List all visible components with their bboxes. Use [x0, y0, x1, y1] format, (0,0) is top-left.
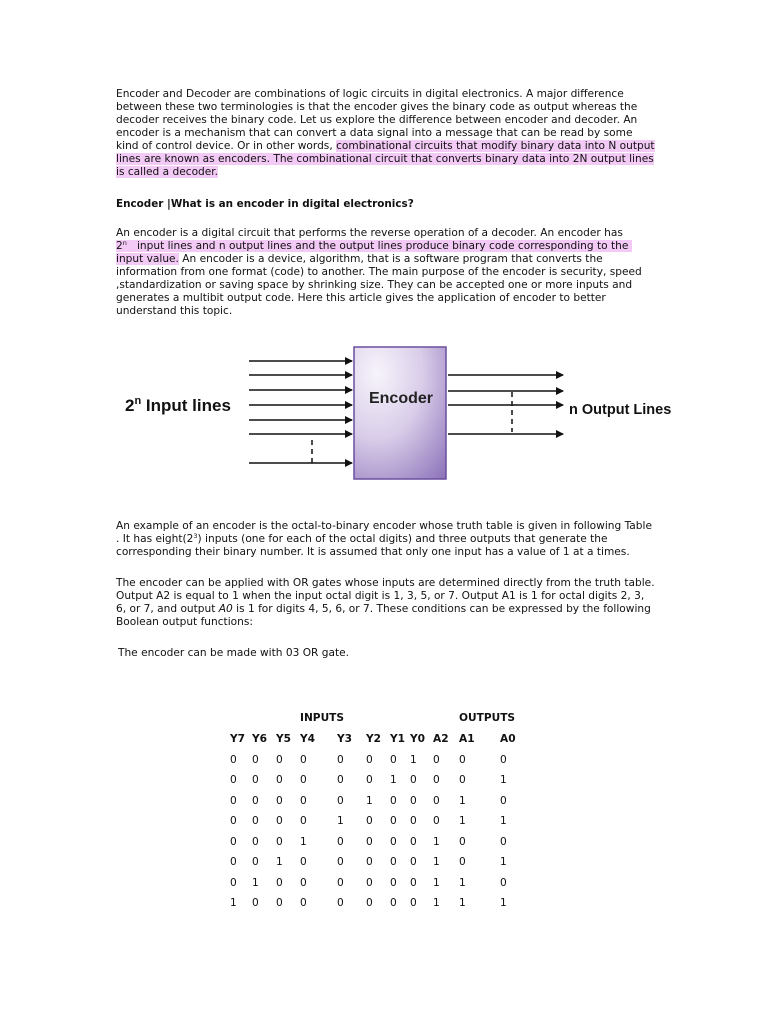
- output-lines: [448, 375, 563, 434]
- table-cell: 0: [390, 835, 397, 848]
- example-paragraph: [116, 520, 656, 559]
- summary-line: The encoder can be made with 03 OR gate.: [118, 647, 350, 659]
- table-cell: 0: [300, 815, 307, 827]
- table-cell: 1: [433, 876, 440, 889]
- column-header-y2: Y2: [366, 733, 382, 745]
- table-cell: 0: [300, 753, 307, 766]
- table-cell: 0: [276, 753, 283, 766]
- output-lines-label: n Output Lines: [569, 402, 672, 418]
- table-cell: 0: [366, 856, 373, 868]
- table-cell: 0: [252, 774, 259, 786]
- table-cell: 0: [390, 856, 397, 868]
- intro-highlight: combinational circuits that modify binary data into N output lines are known as encoders. The combinational circuit that converts binary data into 2N output lines is called a decoder.: [116, 140, 655, 178]
- column-header-y4: Y4: [300, 733, 316, 745]
- table-cell: 0: [459, 774, 466, 786]
- table-cell: 0: [410, 774, 417, 786]
- or-gates-paragraph: [116, 577, 656, 629]
- table-cell: 1: [500, 774, 507, 786]
- table-cell: 0: [300, 774, 307, 786]
- table-cell: 0: [390, 876, 397, 889]
- table-cell: 0: [390, 794, 397, 807]
- table-cell: 0: [230, 815, 237, 827]
- table-cell: 0: [337, 876, 344, 889]
- table-cell: 0: [300, 794, 307, 807]
- table-cell: 0: [459, 753, 466, 766]
- table-cell: 1: [459, 794, 466, 807]
- table-cell: 1: [500, 815, 507, 827]
- column-header-a2: A2: [433, 733, 449, 745]
- section-heading: Encoder |What is an encoder in digital electronics?: [116, 198, 414, 210]
- table-cell: 0: [230, 774, 237, 786]
- inputs-header: INPUTS: [300, 712, 345, 724]
- encoder-diagram: [118, 340, 688, 490]
- table-cell: 1: [300, 835, 307, 848]
- column-header-y0: Y0: [410, 733, 426, 745]
- definition-paragraph: [116, 227, 656, 318]
- definition-two: 2: [116, 240, 123, 252]
- table-cell: 0: [252, 753, 259, 766]
- table-cell: 0: [366, 835, 373, 848]
- table-cell: 0: [500, 794, 507, 807]
- table-cell: 0: [337, 856, 344, 868]
- table-cell: 0: [276, 794, 283, 807]
- table-cell: 0: [337, 897, 344, 909]
- encoder-block: [354, 347, 446, 479]
- table-cell: 0: [300, 876, 307, 889]
- or-gates-text-1: The encoder can be applied with OR gates whose inputs are determined directly from the truth table. Output A2 is equal to 1 when the input octal digit is 1, 3, 5, or 7. Output A1 is 1 for octal digits 2, 3, 6, or 7, and output: [116, 577, 655, 615]
- table-cell: 0: [500, 835, 507, 848]
- column-header-y7: Y7: [230, 733, 246, 745]
- table-cell: 0: [410, 897, 417, 909]
- table-cell: 0: [252, 835, 259, 848]
- table-cell: 0: [300, 897, 307, 909]
- table-cell: 0: [390, 815, 397, 827]
- table-cell: 0: [276, 876, 283, 889]
- table-cell: 0: [410, 856, 417, 868]
- table-cell: 0: [337, 774, 344, 786]
- column-header-a0: A0: [500, 733, 516, 745]
- input-lines-label: [125, 395, 231, 415]
- column-header-a1: A1: [459, 733, 475, 745]
- table-cell: 0: [252, 856, 259, 868]
- table-cell: 1: [459, 876, 466, 889]
- table-cell: 0: [366, 876, 373, 889]
- table-cell: 1: [459, 815, 466, 827]
- table-cell: 0: [433, 753, 440, 766]
- outputs-header: OUTPUTS: [459, 712, 516, 724]
- or-gates-italic: A0: [218, 603, 233, 615]
- definition-rest: An encoder is a device, algorithm, that is a software program that converts the information from one format (code) to another. The main purpose of the encoder is security, speed ,standardization or saving space by shrinking size. They can be accepted one or more inputs and generates a multibit output code. Here this article gives the application of encoder to better understand this topic.: [116, 253, 642, 317]
- table-cell: 0: [390, 753, 397, 766]
- table-cell: 1: [276, 856, 283, 868]
- table-cell: 0: [276, 897, 283, 909]
- table-cell: 0: [230, 856, 237, 868]
- table-cell: 1: [500, 897, 507, 909]
- table-cell: 0: [337, 794, 344, 807]
- encoder-block-label: Encoder: [368, 390, 434, 407]
- table-cell: 1: [230, 897, 237, 909]
- table-cell: 0: [366, 897, 373, 909]
- table-cell: 0: [410, 815, 417, 827]
- column-header-y5: Y5: [276, 733, 292, 745]
- table-cell: 1: [410, 753, 417, 766]
- intro-text: Encoder and Decoder are combinations of logic circuits in digital electronics. A major difference between these two terminologies is that the encoder gives the binary code as output whereas the decoder receives the binary code. Let us explore the difference between encoder and decoder. An encoder is a mechanism that can convert a data signal into a message that can be read by some kind of control device. Or in other words,: [116, 88, 638, 152]
- table-cell: 0: [433, 794, 440, 807]
- example-text-1: An example of an encoder is the octal-to-binary encoder whose truth table is given in following Table . It has eight(2: [116, 520, 652, 545]
- definition-highlight-text: input lines and n output lines and the output lines produce binary code corresponding to the input value.: [116, 240, 632, 265]
- table-cell: 1: [500, 856, 507, 868]
- table-cell: 0: [300, 856, 307, 868]
- table-cell: 0: [252, 897, 259, 909]
- table-cell: 0: [410, 794, 417, 807]
- definition-sup: n: [122, 239, 127, 247]
- column-header-y6: Y6: [252, 733, 268, 745]
- table-cell: 0: [500, 876, 507, 889]
- table-cell: 0: [366, 774, 373, 786]
- table-cell: 0: [276, 774, 283, 786]
- example-text-2: ) inputs (one for each of the octal digits) and three outputs that generate the corresponding their binary number. It is assumed that only one input has a value of 1 at a times.: [116, 533, 630, 558]
- table-cell: 0: [410, 876, 417, 889]
- table-cell: 1: [433, 835, 440, 848]
- input-lines: [249, 361, 352, 464]
- table-cell: 1: [337, 815, 344, 827]
- table-cell: 0: [230, 835, 237, 848]
- example-sup: 3: [193, 532, 198, 540]
- table-cell: 0: [252, 794, 259, 807]
- table-cell: 0: [433, 815, 440, 827]
- table-cell: 0: [230, 753, 237, 766]
- definition-lead: An encoder is a digital circuit that performs the reverse operation of a decoder. An encoder has: [116, 227, 623, 239]
- table-cell: 0: [252, 815, 259, 827]
- table-cell: 1: [252, 876, 259, 889]
- table-cell: 0: [366, 753, 373, 766]
- table-cell: 0: [459, 856, 466, 868]
- input-label-text: Input lines: [141, 396, 231, 415]
- table-cell: 1: [459, 897, 466, 909]
- table-cell: 0: [276, 815, 283, 827]
- table-cell: 0: [230, 876, 237, 889]
- table-cell: 0: [230, 794, 237, 807]
- table-cell: 0: [276, 835, 283, 848]
- table-cell: 1: [433, 856, 440, 868]
- table-cell: 1: [433, 897, 440, 909]
- table-cell: 0: [366, 815, 373, 827]
- table-cell: 0: [390, 897, 397, 909]
- table-cell: 0: [337, 753, 344, 766]
- column-header-y3: Y3: [337, 733, 353, 745]
- input-label-base: 2: [125, 396, 135, 415]
- table-cell: 0: [337, 835, 344, 848]
- table-cell: 0: [500, 753, 507, 766]
- input-label-sup: n: [134, 395, 142, 407]
- intro-paragraph: [116, 88, 656, 179]
- column-header-y1: Y1: [390, 733, 406, 745]
- table-cell: 0: [459, 835, 466, 848]
- table-cell: 0: [410, 835, 417, 848]
- table-cell: 0: [433, 774, 440, 786]
- table-cell: 1: [390, 774, 397, 786]
- or-gates-text-2: is 1 for digits 4, 5, 6, or 7. These conditions can be expressed by the following Boolean output functions:: [116, 603, 651, 628]
- table-cell: 1: [366, 794, 373, 807]
